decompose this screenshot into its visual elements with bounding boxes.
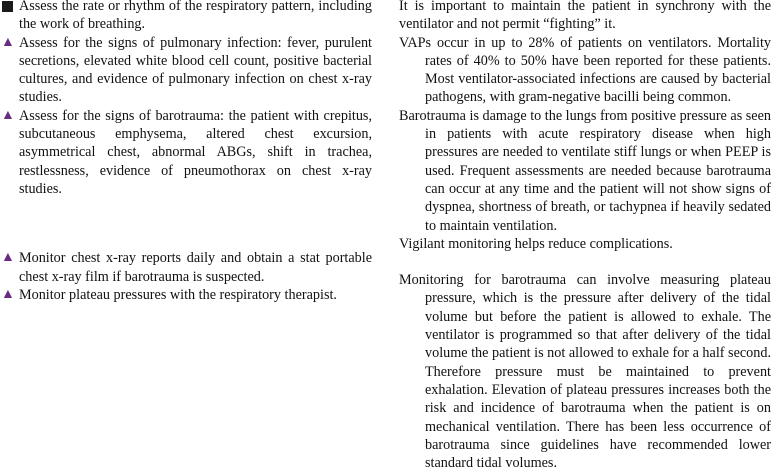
rationale-paragraph: Barotrauma is damage to the lungs from positive pressure as seen in patients with acute respiratory disease when high pressures are needed to ventilate stiff lungs or when PEEP is used. Frequent assessments are needed because barotrauma can occur at any time and the patient will not show signs of dyspnea, shortness of breath, or tachypnea if heavily sedated to maintain ventilation.: [399, 107, 771, 234]
list-item: [0, 249, 372, 286]
rationale-paragraph: Vigilant monitoring helps reduce complications.: [399, 235, 673, 252]
list-item-text: Monitor chest x-ray reports daily and obtain a stat portable chest x-ray film if barotrauma is suspected.: [19, 250, 372, 285]
list-item: [0, 286, 372, 304]
list-item-text: Assess the rate or rhythm of the respiratory pattern, including the work of breathing.: [19, 0, 372, 33]
rationale-paragraph: It is important to maintain the patient in synchrony with the ventilator and not permit “fighting” it.: [399, 0, 771, 33]
triangle-bullet-icon: ▲: [1, 250, 15, 266]
list-item: [0, 107, 372, 198]
triangle-bullet-icon: ▲: [1, 34, 15, 50]
rationale-column: [399, 0, 771, 472]
list-item: [0, 0, 372, 34]
square-bullet-icon: [1, 0, 14, 17]
triangle-bullet-icon: ▲: [1, 107, 15, 123]
rationale-paragraph: VAPs occur in up to 28% of patients on ventilators. Mortality rates of 40% to 50% have been reported for these patients. Most ventilator-associated infections are caused by bacterial pathogens, with gram-negative bacilli being common.: [399, 34, 771, 106]
list-item-text: Assess for the signs of barotrauma: the patient with crepitus, subcutaneous emphysema, altered chest excursion, asymmetrical chest, abnormal ABGs, shift in trachea, restlessness, evidence of pneumothorax on chest x-ray studies.: [19, 107, 372, 197]
rationale-paragraph: Monitoring for barotrauma can involve measuring plateau pressure, which is the pressure after delivery of the tidal volume but before the patient is allowed to exhale. The ventilator is programmed so that after delivery of the tidal volume the patient is not allowed to exhale for a half second. Therefore pressure must be maintained to prevent exhalation. Elevation of plateau pressures increases both the risk and incidence of barotrauma when the patient is on mechanical ventilation. There has been less occurrence of barotrauma since guidelines have recommended lower standard tidal volumes.: [399, 272, 771, 472]
list-item: [0, 34, 372, 107]
list-item-text: Assess for the signs of pulmonary infection: fever, purulent secretions, elevated white blood cell count, positive bacterial cultures, and evidence of pulmonary infection on chest x-ray studies.: [19, 34, 372, 106]
triangle-bullet-icon: ▲: [1, 286, 15, 302]
assessment-column: [0, 0, 372, 304]
list-item-text: Monitor plateau pressures with the respiratory therapist.: [19, 286, 337, 303]
